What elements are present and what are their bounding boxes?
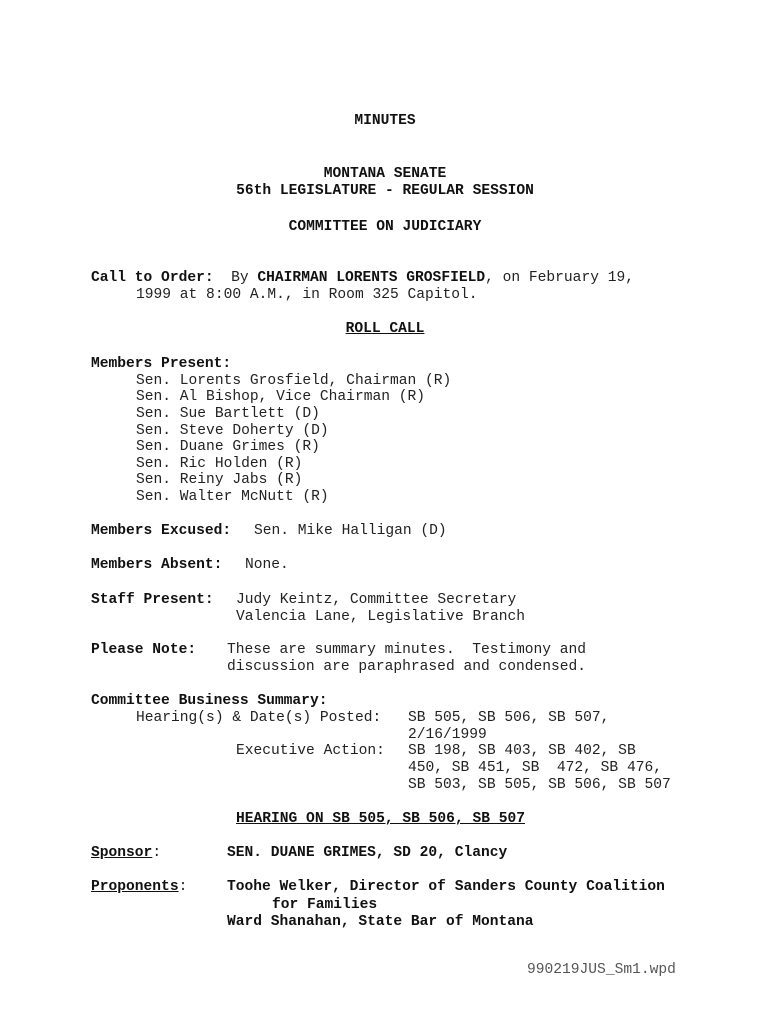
committee-name: COMMITTEE ON JUDICIARY bbox=[288, 219, 482, 235]
member-item: Sen. Al Bishop, Vice Chairman (R) bbox=[136, 389, 426, 405]
sponsor-row: Sponsor: bbox=[91, 845, 162, 861]
member-item: Sen. Steve Doherty (D) bbox=[136, 423, 329, 439]
please-note-line: discussion are paraphrased and condensed. bbox=[227, 659, 587, 675]
executive-action-line: SB 198, SB 403, SB 402, SB bbox=[408, 743, 636, 759]
member-item: Sen. Sue Bartlett (D) bbox=[136, 406, 320, 422]
proponent-line: for Families bbox=[272, 897, 378, 913]
sponsor-value: SEN. DUANE GRIMES, SD 20, Clancy bbox=[227, 845, 508, 861]
call-to-order-label: Call to Order: bbox=[91, 270, 214, 286]
hearing-posted-label: Hearing(s) & Date(s) Posted: bbox=[136, 710, 382, 726]
hearing-posted-line: SB 505, SB 506, SB 507, bbox=[408, 710, 610, 726]
executive-action-line: 450, SB 451, SB 472, SB 476, bbox=[408, 760, 662, 776]
member-item: Sen. Lorents Grosfield, Chairman (R) bbox=[136, 373, 452, 389]
chairman-name: CHAIRMAN LORENTS GROSFIELD bbox=[257, 270, 486, 286]
call-to-order bbox=[91, 270, 634, 287]
member-item: Sen. Ric Holden (R) bbox=[136, 456, 303, 472]
executive-action-line: SB 503, SB 505, SB 506, SB 507 bbox=[408, 777, 671, 793]
doc-title: MINUTES bbox=[354, 113, 416, 129]
footer-filename: 990219JUS_Sm1.wpd bbox=[527, 962, 676, 978]
member-item: Sen. Duane Grimes (R) bbox=[136, 439, 320, 455]
members-absent-value: None. bbox=[245, 557, 289, 573]
call-to-order-line2: 1999 at 8:00 A.M., in Room 325 Capitol. bbox=[136, 287, 478, 303]
executive-action-label: Executive Action: bbox=[236, 743, 385, 759]
proponent-line: Ward Shanahan, State Bar of Montana bbox=[227, 914, 534, 930]
sponsor-label: Sponsor bbox=[91, 845, 153, 861]
proponents-label: Proponents bbox=[91, 879, 179, 895]
members-excused-value: Sen. Mike Halligan (D) bbox=[254, 523, 447, 539]
call-to-order-by: By bbox=[231, 270, 258, 286]
members-excused-label: Members Excused: bbox=[91, 523, 232, 539]
staff-present-label: Staff Present: bbox=[91, 592, 214, 608]
member-item: Sen. Reiny Jabs (R) bbox=[136, 472, 303, 488]
please-note-line: These are summary minutes. Testimony and bbox=[227, 642, 587, 658]
proponent-line: Toohe Welker, Director of Sanders County Coalition bbox=[227, 879, 665, 895]
staff-item: Judy Keintz, Committee Secretary bbox=[236, 592, 517, 608]
hearing-heading: HEARING ON SB 505, SB 506, SB 507 bbox=[236, 811, 526, 827]
body-name: MONTANA SENATE bbox=[323, 166, 447, 182]
please-note-label: Please Note: bbox=[91, 642, 197, 658]
members-present-label: Members Present: bbox=[91, 356, 232, 372]
call-to-order-rest: , on February 19, bbox=[485, 270, 634, 286]
hearing-posted-line: 2/16/1999 bbox=[408, 727, 487, 743]
session-name: 56th LEGISLATURE - REGULAR SESSION bbox=[236, 183, 534, 199]
members-absent-label: Members Absent: bbox=[91, 557, 223, 573]
proponents-row: Proponents: bbox=[91, 879, 188, 895]
business-summary-label: Committee Business Summary: bbox=[91, 693, 328, 709]
roll-call-heading: ROLL CALL bbox=[345, 321, 425, 337]
member-item: Sen. Walter McNutt (R) bbox=[136, 489, 329, 505]
staff-item: Valencia Lane, Legislative Branch bbox=[236, 609, 526, 625]
